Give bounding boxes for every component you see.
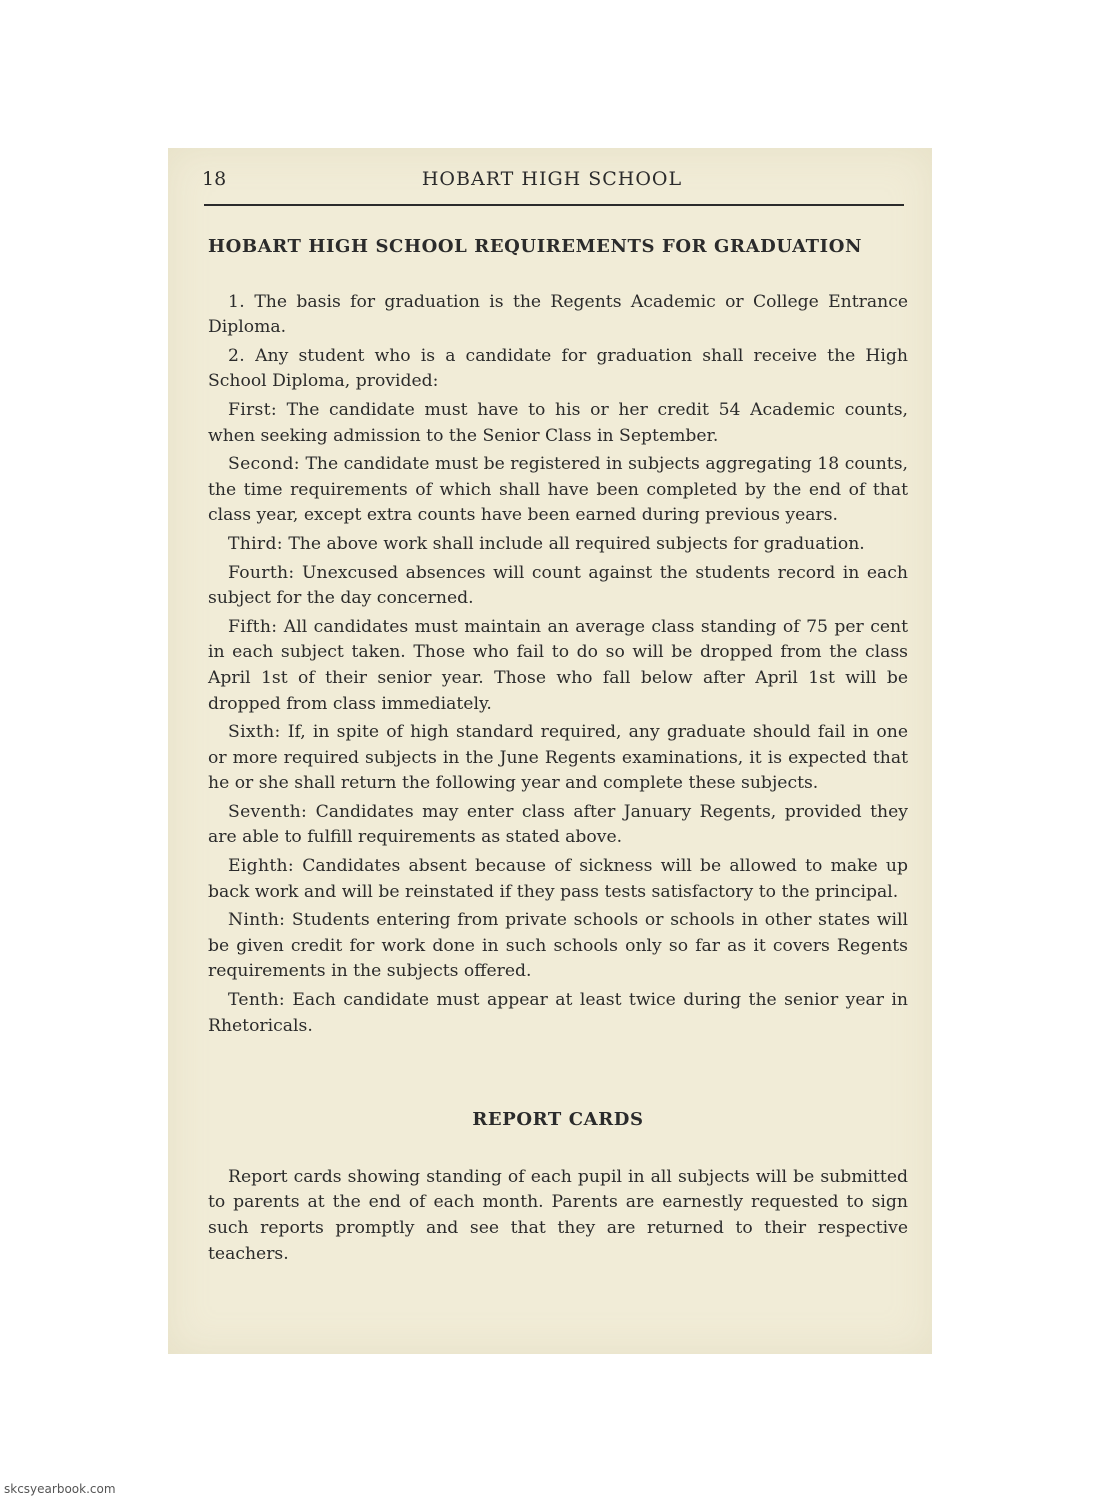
paragraph-text: The candidate must have to his or her credit 54 Academic counts, when seeking admission to the Senior Class in September. (208, 399, 908, 446)
requirement-paragraph (208, 615, 908, 717)
page-number: 18 (202, 168, 227, 190)
paragraph-text: Any student who is a candidate for graduation shall receive the High School Diploma, provided: (208, 345, 908, 392)
paragraph-text: The basis for graduation is the Regents Academic or College Entrance Diploma. (208, 291, 908, 338)
paragraph-lead: Eighth: (228, 856, 294, 877)
requirement-paragraph (208, 398, 908, 449)
report-cards-paragraph: Report cards showing standing of each pupil in all subjects will be submitted to parents at the end of each month. Parents are earnestly requested to sign such reports promptly and see that they are returned to their respective teachers. (208, 1166, 908, 1264)
paragraph-lead: First: (228, 399, 277, 420)
paragraph-text: Candidates absent because of sickness will be allowed to make up back work and will be reinstated if they pass tests satisfactory to the principal. (208, 856, 908, 902)
page-header (202, 168, 902, 204)
page-content (208, 234, 908, 1267)
requirement-paragraph (208, 800, 908, 851)
paragraph-lead: Third: (228, 533, 283, 554)
paragraph-lead: Seventh: (228, 801, 308, 822)
requirement-paragraph (208, 452, 908, 529)
requirement-paragraph (208, 720, 908, 797)
graduation-requirements-title: HOBART HIGH SCHOOL REQUIREMENTS FOR GRADUATION (208, 236, 863, 257)
paragraph-lead: 1. (228, 291, 245, 312)
header-rule (204, 204, 904, 206)
paragraph-lead: Ninth: (228, 910, 286, 931)
paragraph-text: Unexcused absences will count against the students record in each subject for the day concerned. (208, 562, 908, 609)
paragraph-text: All candidates must maintain an average class standing of 75 per cent in each subject taken. Those who fail to do so will be dropped from the class April 1st of their senior year. Those who fall below after April 1st will be dropped from class immediately. (208, 616, 908, 714)
requirement-paragraph (208, 908, 908, 985)
paragraph-text: Students entering from private schools or schools in other states will be given credit for work done in such schools only so far as it covers Regents requirements in the subjects offered. (208, 910, 908, 982)
paragraph-text: The candidate must be registered in subjects aggregating 18 counts, the time requirements of which shall have been completed by the end of that class year, except extra counts have been earned during previous years. (208, 454, 908, 526)
requirement-paragraph (208, 532, 908, 558)
paragraph-lead: 2. (228, 345, 245, 366)
paragraph-lead: Tenth: (228, 990, 285, 1011)
requirement-paragraph (208, 290, 908, 341)
paragraph-lead: Fourth: (228, 562, 295, 583)
paragraph-lead: Second: (228, 454, 300, 475)
paragraph-text: If, in spite of high standard required, any graduate should fail in one or more required subjects in the June Regents examinations, it is expected that he or she shall return the following year and complete these subjects. (208, 722, 908, 794)
requirement-paragraph (208, 854, 908, 905)
paragraph-text: The above work shall include all required subjects for graduation. (288, 533, 865, 554)
report-cards-title: REPORT CARDS (472, 1109, 644, 1131)
requirement-paragraph (208, 561, 908, 612)
site-watermark: skcsyearbook.com (4, 1482, 116, 1496)
paragraph-text: Candidates may enter class after January Regents, provided they are able to fulfill requirements as stated above. (208, 801, 908, 848)
paragraph-lead: Fifth: (228, 616, 278, 637)
requirement-paragraph (208, 344, 908, 395)
paragraph-text: Each candidate must appear at least twice during the senior year in Rhetoricals. (208, 990, 908, 1036)
yearbook-page (168, 148, 932, 1354)
paragraph-lead: Sixth: (228, 722, 281, 743)
requirement-paragraph (208, 988, 908, 1039)
running-head: HOBART HIGH SCHOOL (421, 168, 683, 190)
